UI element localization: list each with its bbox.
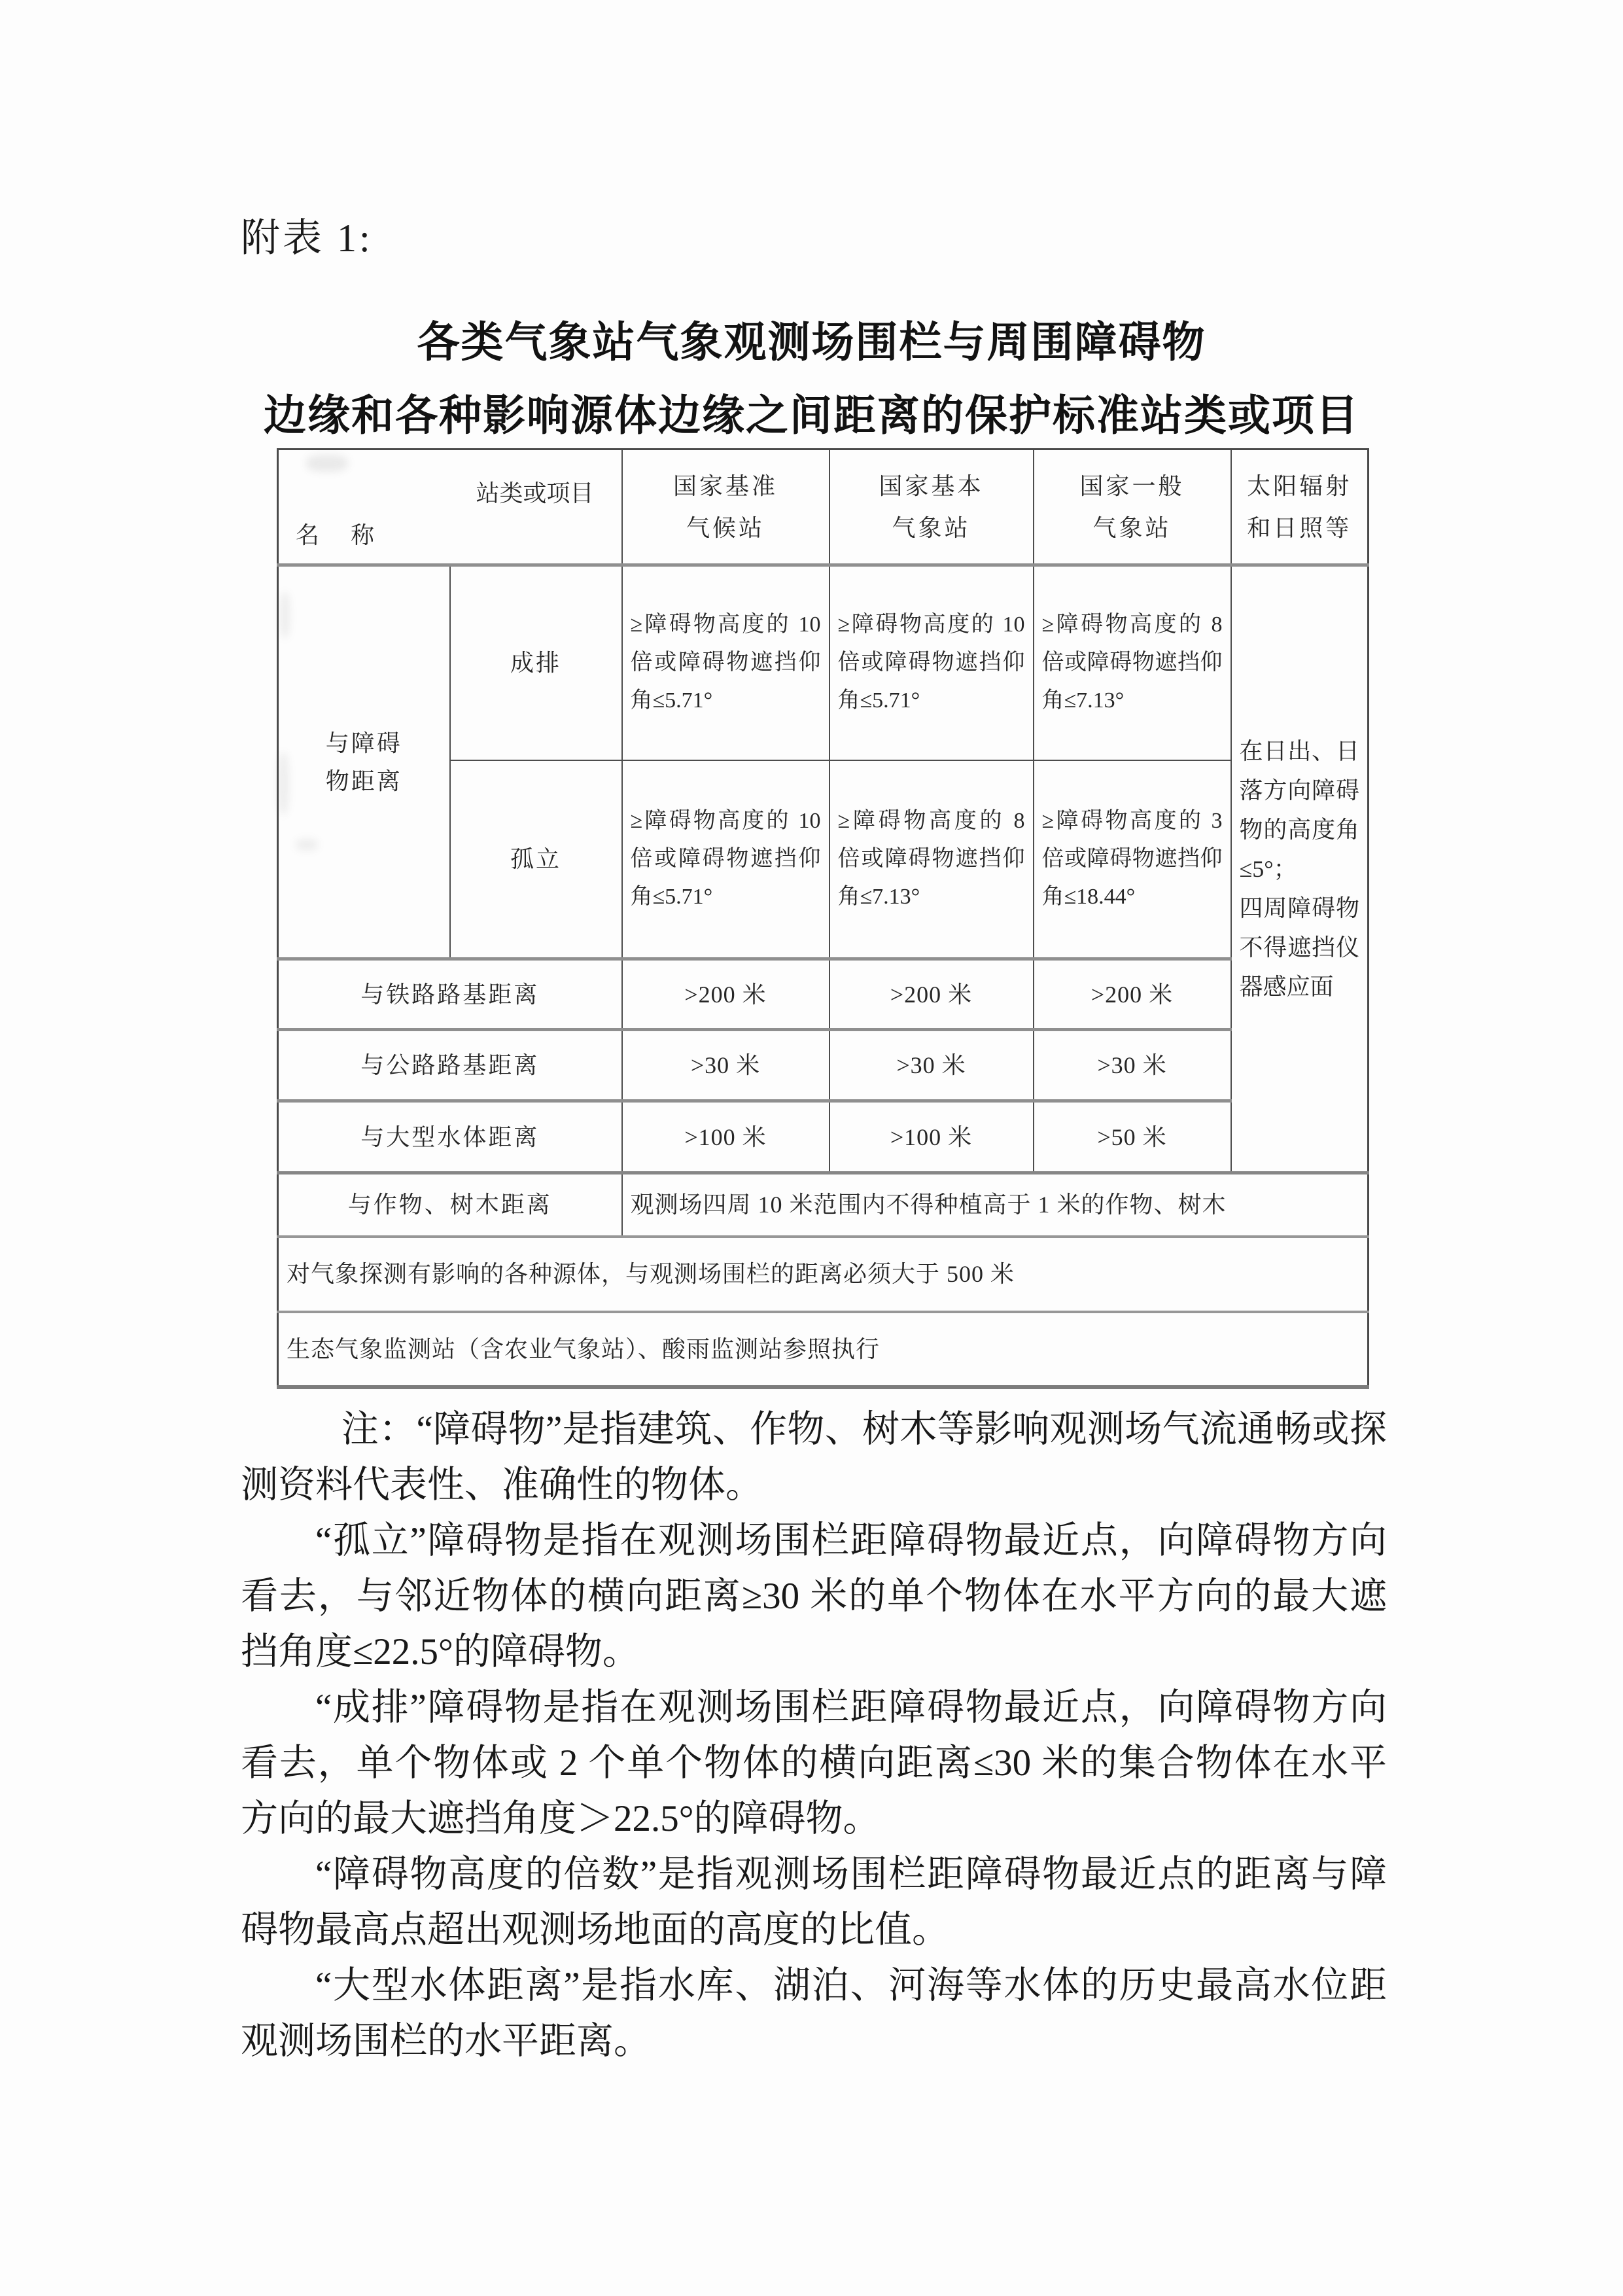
note-in-rows-definition: “成排”障碍物是指在观测场围栏距障碍物最近点，向障碍物方向看去，单个物体或 2 个单个物体的横向距离≤30 米的集合物体在水平方向的最大遮挡角度＞22.5°的障碍物。	[241, 1687, 1387, 1839]
row-group-label-obstacle-distance	[278, 565, 450, 959]
note-isolated-definition: “孤立”障碍物是指在观测场围栏距障碍物最近点，向障碍物方向看去，与邻近物体的横向距离≥30 米的单个物体在水平方向的最大遮挡角度≤22.5°的障碍物。	[241, 1520, 1387, 1672]
cell-road-basic: >30 米	[829, 1030, 1034, 1101]
row-influence-sources	[278, 1237, 1369, 1312]
cell-guli-general: ≥障碍物高度的 3 倍或障碍物遮挡仰角≤18.44°	[1034, 760, 1231, 959]
attachment-label: 附表 1:	[241, 217, 373, 260]
obstacle-label-line-2: 物距离	[325, 768, 402, 794]
row-water-body-distance	[278, 1101, 1369, 1173]
col-header-general-line-2: 气象站	[1092, 514, 1172, 541]
col-header-solar-line-1: 太阳辐射	[1247, 472, 1352, 499]
cell-chengpai-benchmark: ≥障碍物高度的 10 倍或障碍物遮挡仰角≤5.71°	[622, 565, 829, 760]
corner-label-station-type: 站类或项目	[476, 480, 594, 506]
table-header-row	[278, 450, 1369, 565]
note-obstacle-definition: 注：“障碍物”是指建筑、作物、树木等影响观测场气流通畅或探测资料代表性、准确性的物体。	[241, 1409, 1387, 1506]
note-height-multiple-definition: “障碍物高度的倍数”是指观测场围栏距障碍物最近点的距离与障碍物最高点超出观测场地面的高度的比值。	[241, 1854, 1387, 1951]
document-title-line-1: 各类气象站气象观测场围栏与周围障碍物	[417, 319, 1206, 366]
col-header-basic-line-2: 气象站	[892, 514, 971, 541]
cell-water-basic: >100 米	[829, 1101, 1034, 1173]
scan-artifact	[277, 752, 289, 815]
col-header-benchmark-station	[622, 450, 829, 565]
scan-artifact	[280, 592, 290, 638]
cell-chengpai-basic: ≥障碍物高度的 10 倍或障碍物遮挡仰角≤5.71°	[829, 565, 1034, 760]
col-header-basic-line-1: 国家基本	[879, 472, 984, 499]
row-label-water: 与大型水体距离	[278, 1101, 622, 1173]
row-label-crops: 与作物、树木距离	[278, 1173, 622, 1237]
cell-road-benchmark: >30 米	[622, 1030, 829, 1101]
document-title-line-2: 边缘和各种影响源体边缘之间距离的保护标准站类或项目	[263, 393, 1359, 440]
cell-railway-benchmark: >200 米	[622, 959, 829, 1030]
row-label-in-rows: 成排	[450, 565, 622, 760]
cell-guli-benchmark: ≥障碍物高度的 10 倍或障碍物遮挡仰角≤5.71°	[622, 760, 829, 959]
cell-chengpai-general: ≥障碍物高度的 8 倍或障碍物遮挡仰角≤7.13°	[1034, 565, 1231, 760]
col-header-general-station	[1034, 450, 1231, 565]
standards-table	[277, 448, 1369, 1389]
row-railway-distance	[278, 959, 1369, 1030]
scan-artifact	[296, 839, 318, 851]
col-header-solar-line-2: 和日照等	[1247, 514, 1352, 541]
cell-eco-value: 生态气象监测站（含农业气象站）、酸雨监测站参照执行	[278, 1312, 1369, 1387]
row-crops-trees-distance	[278, 1173, 1369, 1237]
scan-artifact	[306, 455, 348, 472]
cell-guli-basic: ≥障碍物高度的 8 倍或障碍物遮挡仰角≤7.13°	[829, 760, 1034, 959]
col-header-general-line-1: 国家一般	[1079, 472, 1185, 499]
col-header-solar-radiation	[1231, 450, 1369, 565]
solar-note-line-2: 四周障碍物不得遮挡仪器感应面	[1239, 895, 1360, 1000]
solar-note-line-1: 在日出、日落方向障碍物的高度角≤5°；	[1239, 738, 1360, 882]
corner-label-name: 名 称	[296, 521, 379, 548]
row-label-railway: 与铁路路基距离	[278, 959, 622, 1030]
cell-crops-value: 观测场四周 10 米范围内不得种植高于 1 米的作物、树木	[622, 1173, 1369, 1237]
cell-sources-value: 对气象探测有影响的各种源体，与观测场围栏的距离必须大于 500 米	[278, 1237, 1369, 1312]
row-label-isolated: 孤立	[450, 760, 622, 959]
col-header-basic-station	[829, 450, 1034, 565]
cell-water-benchmark: >100 米	[622, 1101, 829, 1173]
col-header-benchmark-line-1: 国家基准	[673, 472, 778, 499]
document-title	[0, 306, 1623, 453]
col-header-benchmark-line-2: 气候站	[686, 514, 765, 541]
notes-section	[241, 1402, 1387, 2069]
row-eco-stations	[278, 1312, 1369, 1387]
cell-railway-general: >200 米	[1034, 959, 1231, 1030]
row-road-distance	[278, 1030, 1369, 1101]
cell-railway-basic: >200 米	[829, 959, 1034, 1030]
solar-requirement-cell	[1231, 565, 1369, 1173]
row-in-rows-obstacle	[278, 565, 1369, 760]
cell-water-general: >50 米	[1034, 1101, 1231, 1173]
obstacle-label-line-1: 与障碍	[325, 730, 402, 756]
row-label-road: 与公路路基距离	[278, 1030, 622, 1101]
cell-road-general: >30 米	[1034, 1030, 1231, 1101]
note-water-body-definition: “大型水体距离”是指水库、湖泊、河海等水体的历史最高水位距观测场围栏的水平距离。	[241, 1965, 1387, 2062]
